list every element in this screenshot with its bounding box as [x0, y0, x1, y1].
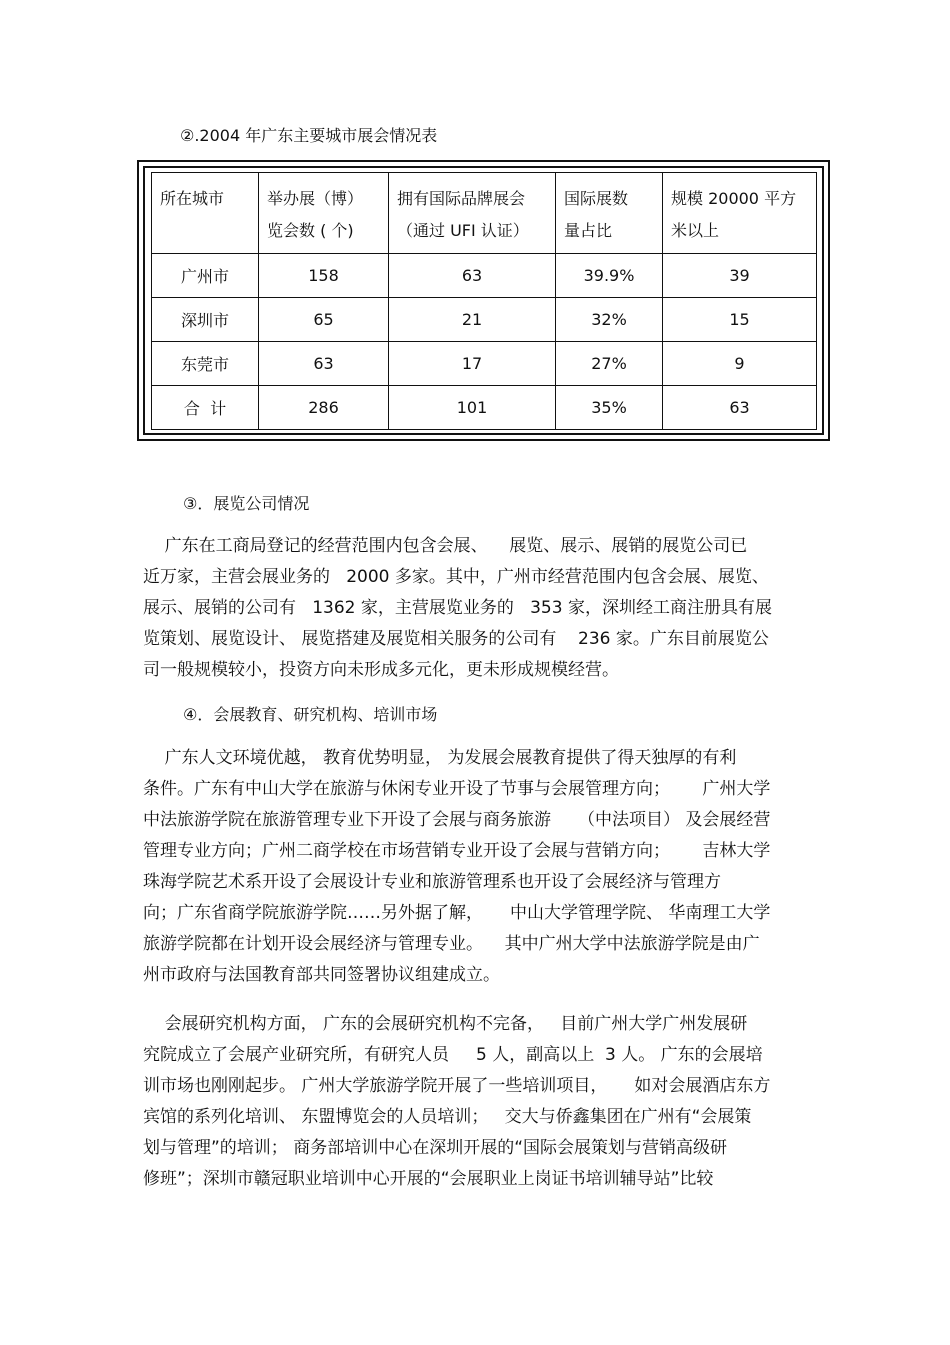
- paragraph-line: 修班”；深圳市赣冠职业培训中心开展的“会展职业上岗证书培训辅导站”比较: [143, 1169, 714, 1189]
- table-cell-city: 广州市: [152, 254, 259, 298]
- paragraph-line: 州市政府与法国教育部共同签署协议组建成立。: [143, 965, 500, 985]
- section-heading-education-research: ④．会展教育、研究机构、培训市场: [183, 705, 438, 724]
- header-line: 举办展（博）: [267, 189, 364, 208]
- table-cell-city: 深圳市: [152, 298, 259, 342]
- table-cell: 63: [389, 254, 556, 298]
- table-cell: 39: [663, 254, 817, 298]
- paragraph-line: 珠海学院艺术系开设了会展设计专业和旅游管理系也开设了会展经济与管理方: [143, 872, 721, 892]
- header-cell-city: [152, 173, 259, 254]
- header-line: 国际展数: [564, 189, 629, 208]
- paragraph-line: 司一般规模较小，投资方向未形成多元化，更未形成规模经营。: [143, 660, 619, 680]
- table-cell: 65: [259, 298, 389, 342]
- table-row: [152, 342, 817, 386]
- table-header-row: [152, 173, 817, 254]
- paragraph-line: 条件。广东有中山大学在旅游与休闲专业开设了节事与会展管理方向； 广州大学: [143, 779, 771, 799]
- table-caption: ②.2004 年广东主要城市展会情况表: [180, 126, 438, 145]
- table-cell: 15: [663, 298, 817, 342]
- header-line: 览会数 ( 个): [267, 221, 354, 240]
- paragraph-line: 中法旅游学院在旅游管理专业下开设了会展与商务旅游 （中法项目） 及会展经营: [143, 810, 771, 830]
- table-cell: 158: [259, 254, 389, 298]
- header-line: 拥有国际品牌展会: [397, 189, 526, 208]
- exhibition-stats-table: [151, 172, 817, 430]
- paragraph-research-training: [143, 1009, 813, 1195]
- table-cell: 9: [663, 342, 817, 386]
- table-cell: 63: [663, 386, 817, 430]
- paragraph-line: 展示、展销的公司有 1362 家，主营展览业务的 353 家，深圳经工商注册具有展: [143, 598, 772, 618]
- paragraph-line: 究院成立了会展产业研究所，有研究人员 5 人，副高以上 3 人。 广东的会展培: [143, 1045, 763, 1065]
- paragraph-line: 广东在工商局登记的经营范围内包含会展、 展览、展示、展销的展览公司已: [143, 536, 748, 556]
- paragraph-line: 宾馆的系列化培训、 东盟博览会的人员培训； 交大与侨鑫集团在广州有“会展策: [143, 1107, 752, 1127]
- paragraph-line: 会展研究机构方面， 广东的会展研究机构不完备， 目前广州大学广州发展研: [143, 1014, 748, 1034]
- table-cell-city: 合 计: [152, 386, 259, 430]
- header-cell-international-ratio: [556, 173, 663, 254]
- header-line: 规模 20000 平方: [671, 189, 797, 208]
- header-line: （通过 UFI 认证）: [397, 221, 529, 240]
- paragraph-line: 管理专业方向；广州二商学校在市场营销专业开设了会展与营销方向； 吉林大学: [143, 841, 771, 861]
- header-line: 米以上: [671, 221, 720, 240]
- table-cell: 17: [389, 342, 556, 386]
- header-cell-exhibition-count: [259, 173, 389, 254]
- table-cell: 39.9%: [556, 254, 663, 298]
- paragraph-line: 训市场也刚刚起步。 广州大学旅游学院开展了一些培训项目， 如对会展酒店东方: [143, 1076, 771, 1096]
- paragraph-line: 近万家，主营会展业务的 2000 多家。其中，广州市经营范围内包含会展、展览、: [143, 567, 769, 587]
- header-line: 量占比: [564, 221, 613, 240]
- table-cell: 63: [259, 342, 389, 386]
- paragraph-exhibition-companies: [143, 531, 813, 686]
- paragraph-education: [143, 743, 813, 991]
- table-row: [152, 254, 817, 298]
- header-line: 所在城市: [160, 189, 225, 208]
- paragraph-line: 旅游学院都在计划开设会展经济与管理专业。 其中广州大学中法旅游学院是由广: [143, 934, 760, 954]
- table-row: [152, 298, 817, 342]
- paragraph-line: 览策划、展览设计、 展览搭建及展览相关服务的公司有 236 家。广东目前展览公: [143, 629, 769, 649]
- table-cell: 101: [389, 386, 556, 430]
- paragraph-line: 向；广东省商学院旅游学院……另外据了解， 中山大学管理学院、 华南理工大学: [143, 903, 771, 923]
- paragraph-line: 广东人文环境优越， 教育优势明显， 为发展会展教育提供了得天独厚的有利: [143, 748, 737, 768]
- table-frame: [137, 160, 830, 441]
- section-heading-exhibition-companies: ③．展览公司情况: [183, 494, 310, 513]
- table-cell: 35%: [556, 386, 663, 430]
- table-cell: 21: [389, 298, 556, 342]
- table-cell-city: 东莞市: [152, 342, 259, 386]
- header-cell-ufi-exhibitions: [389, 173, 556, 254]
- table-cell: 286: [259, 386, 389, 430]
- table-cell: 27%: [556, 342, 663, 386]
- header-cell-large-scale: [663, 173, 817, 254]
- paragraph-line: 划与管理”的培训； 商务部培训中心在深圳开展的“国际会展策划与营销高级研: [143, 1138, 728, 1158]
- table-row-total: [152, 386, 817, 430]
- table-cell: 32%: [556, 298, 663, 342]
